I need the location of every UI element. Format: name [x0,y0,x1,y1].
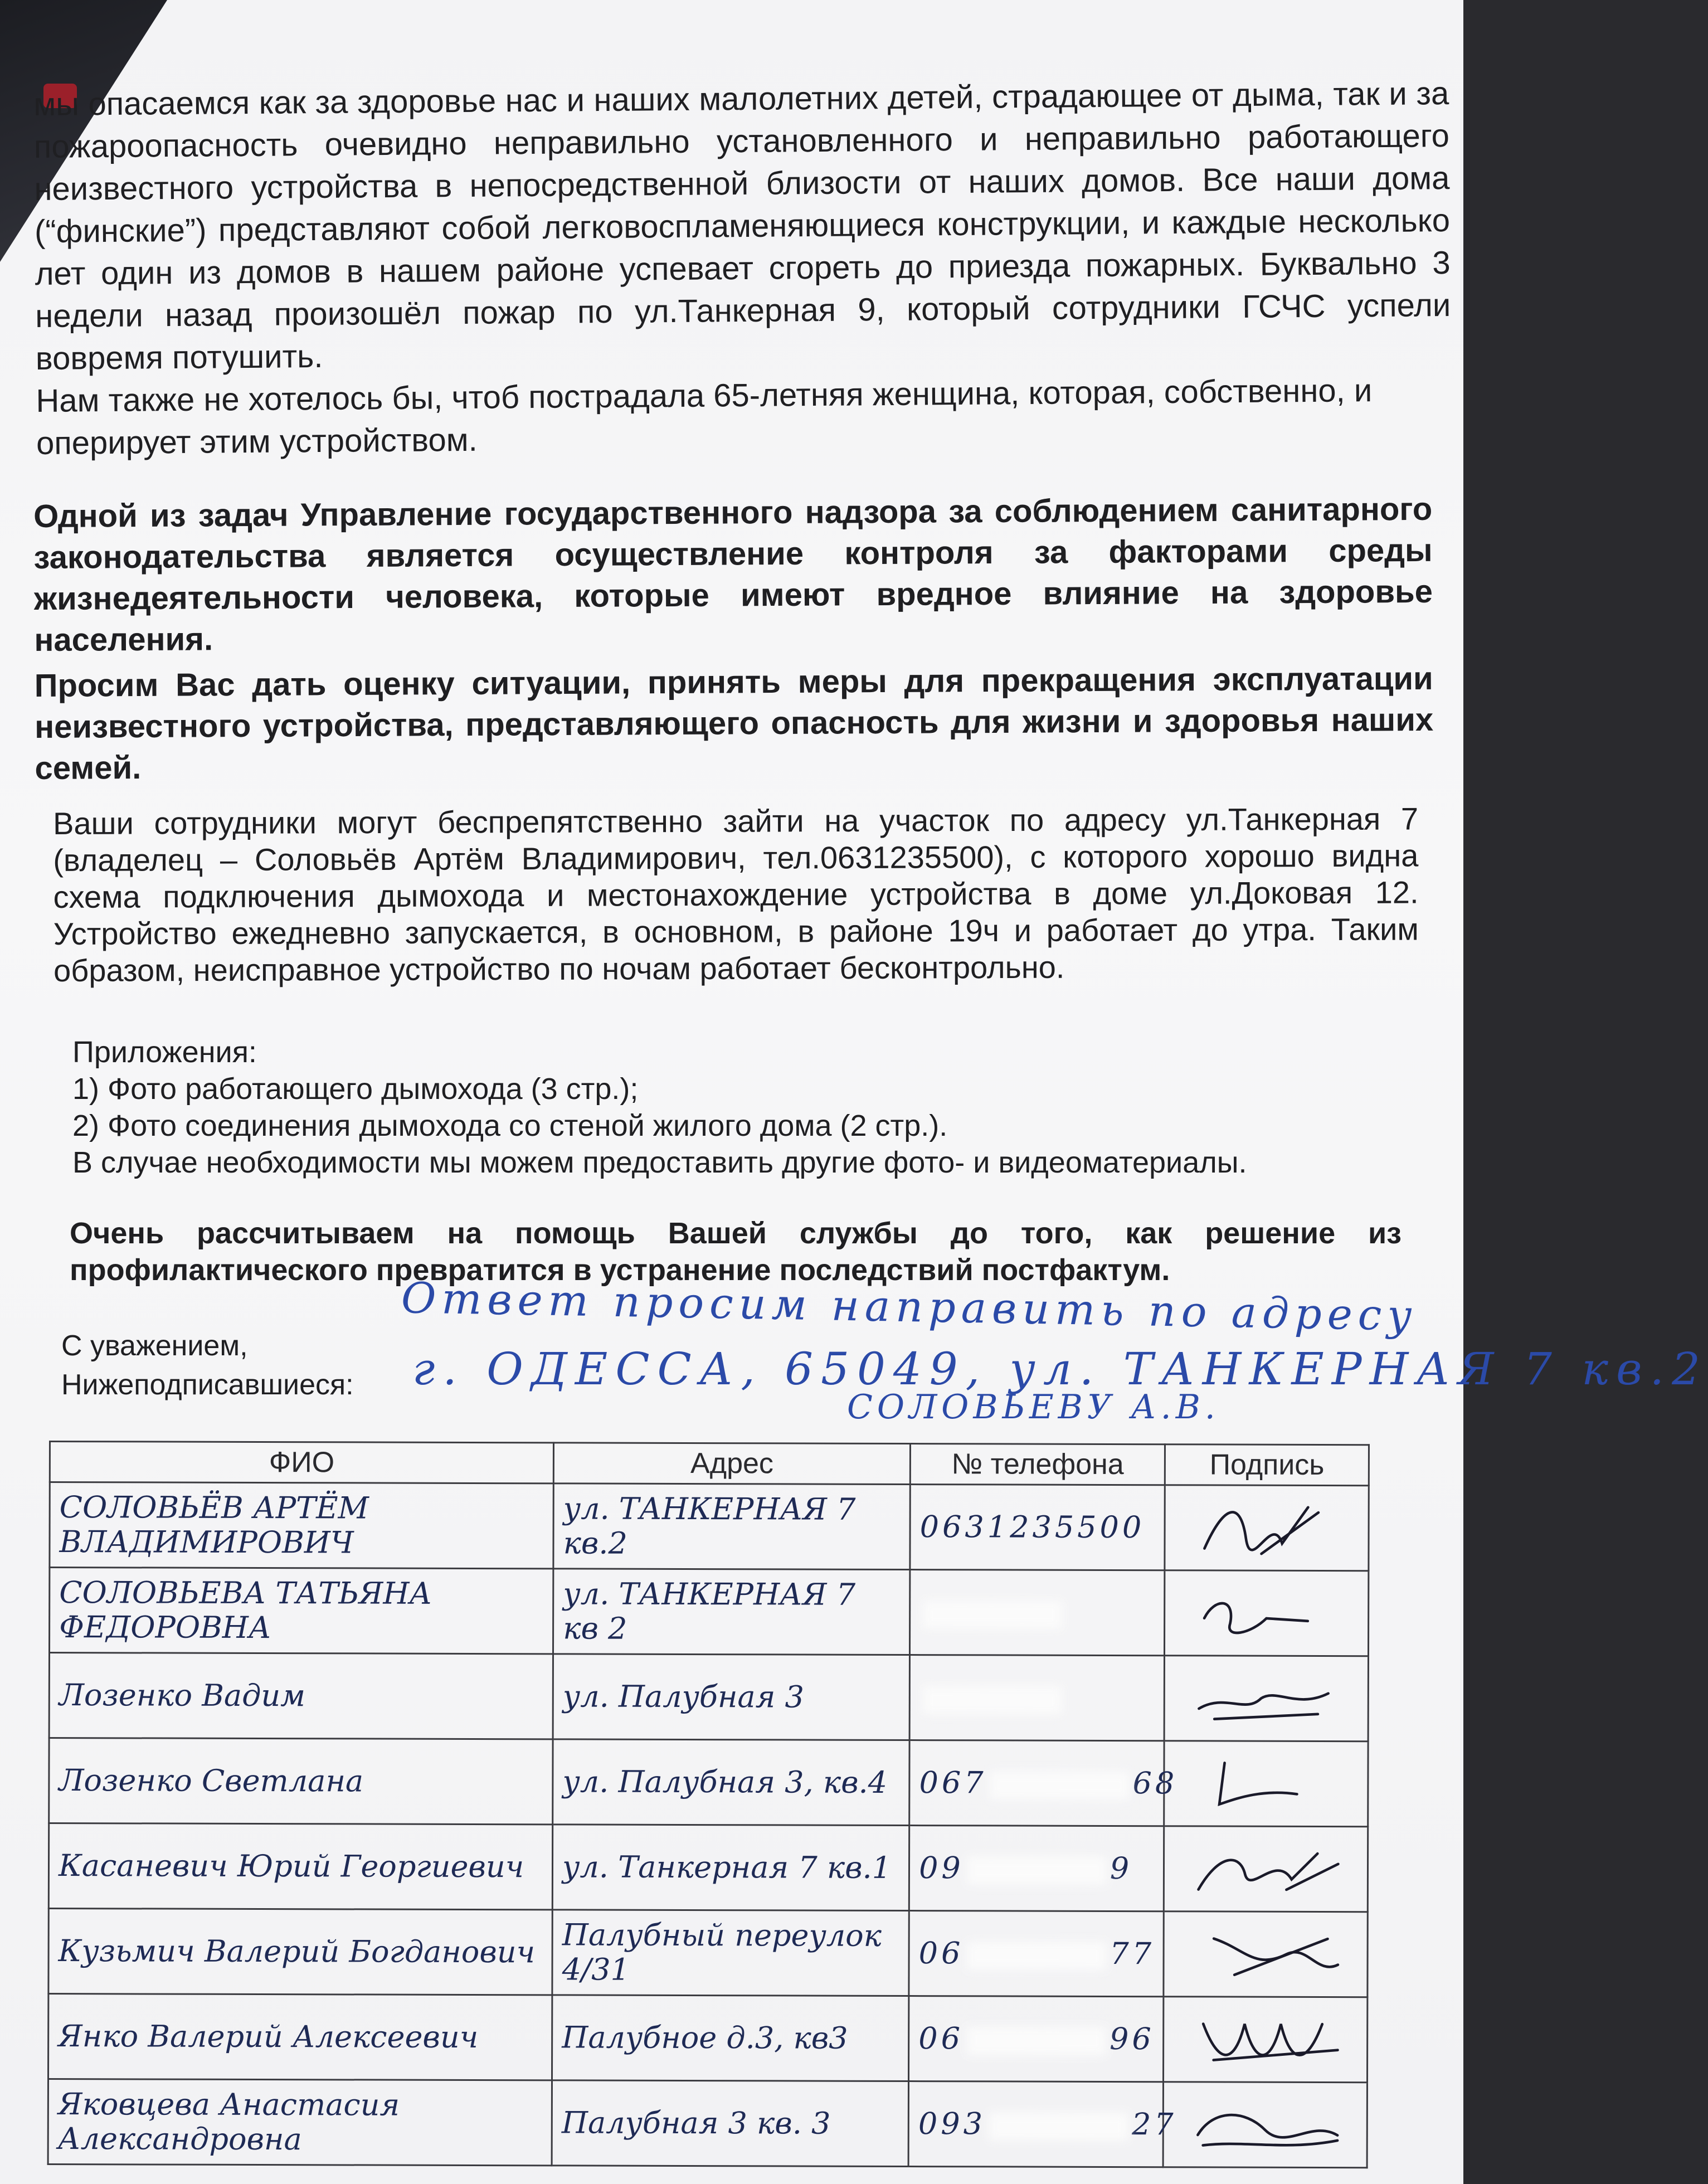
cell-phone [909,1911,1164,1997]
header-fio: ФИО [50,1442,553,1483]
cell-address: ул. ТАНКЕРНАЯ 7 кв 2 [553,1569,910,1655]
cell-phone [910,1485,1165,1570]
redacted-phone [923,1686,1062,1714]
table-row [49,1738,1368,1827]
cell-phone [909,1826,1164,1911]
paragraph-woman-text: Нам также не хотелось бы, чтоб пострадала 65-летняя женщина, которая, собственно, и оперирует этим устройством. [36,372,1373,461]
cell-signature [1165,1570,1369,1656]
phone-end: 27 [1131,2107,1177,2142]
attachment-item-2: 2) Фото соединения дымохода со стеной жилого дома (2 стр.). [72,1109,948,1142]
handwritten-note-line2: г. ОДЕССА, 65049, ул. ТАНКЕРНАЯ 7 кв.2 [412,1343,1708,1395]
paragraph-concerns [33,72,1452,465]
handwritten-signature [1174,1918,1358,1991]
phone-start: 06 [918,2021,964,2056]
phone-start: 0631235500 [919,1509,1145,1545]
paragraph-access [53,800,1419,989]
cell-fio: Касаневич Юрий Георгиевич [48,1823,553,1910]
cell-fio: Кузьмич Валерий Богданович [48,1909,553,1995]
handwritten-signature [1174,1662,1359,1735]
cell-address: Палубный переулок 4/31 [552,1910,909,1996]
cell-signature [1164,1997,1368,2083]
attachment-item-1: 1) Фото работающего дымохода (3 стр.); [72,1072,639,1106]
cell-phone [910,1570,1165,1656]
handwritten-signature [1175,1491,1359,1564]
paragraph-access-text: Ваши сотрудники могут беспрепятственно зайти на участок по адресу ул.Танкерная 7 (владелец – Соловьёв Артём Владимирович, тел.0631235500), с которого хорошо видна схема подключения дымохода и местонахождение устройства в доме ул.Доковая 12. Устройство ежедневно запускается, в основном, в районе 19ч и работает до утра. Таким образом, неисправное устройство по ночам работает бесконтрольно. [53,801,1419,988]
redacted-phone [989,2112,1128,2141]
attachments-list [72,1034,1354,1181]
signatures-table [47,1441,1370,2168]
header-signature: Подпись [1165,1444,1369,1486]
cell-signature [1165,1485,1369,1571]
table-row [48,1823,1368,1912]
cell-phone [909,1655,1165,1741]
attachments-note: В случае необходимости мы можем предоставить другие фото- и видеоматериалы. [72,1146,1247,1179]
handwritten-signature [1174,1577,1359,1650]
cell-fio: Лозенко Вадим [49,1653,553,1739]
redacted-phone [967,2027,1106,2055]
phone-end: 77 [1110,1935,1155,1972]
redacted-phone [967,1856,1107,1885]
table-row [48,1994,1368,2083]
table-row [48,2079,1367,2168]
paragraph-authority-text: Одной из задач Управление государственного надзора за соблюдением санитарного законодательства является осуществление контроля за факторами среды жизнедеятельности человека, которые имеют вредное влияние на здоровье населения. [33,490,1433,658]
phone-end: 9 [1110,1850,1133,1886]
paragraph-concerns-text: мы опасаемся как за здоровье нас и наших малолетних детей, страдающее от дыма, так и за пожароопасность очевидно неправильно установленного и неправильно работающего неизвестного устройства в непосредственной близости от наших домов. Все наши дома (“финские”) представляют собой легковоспламеняющиеся конструкции, и каждые несколько лет один из домов в нашем районе успевает сгореть до приезда пожарных. Буквально 3 недели назад произошёл пожар по ул.Танкерная 9, который сотрудники ГСЧС успели вовремя потушить. [33,75,1451,377]
closing-signatories: Нижеподписавшиеся: [61,1369,354,1401]
cell-address: Палубная 3 кв. 3 [552,2080,908,2167]
cell-signature [1163,2082,1367,2168]
cell-address: Палубное д.3, кв3 [552,1995,909,2081]
phone-start: 093 [918,2106,986,2142]
phone-end: 68 [1132,1765,1178,1801]
header-address: Адрес [553,1443,910,1485]
cell-fio: Лозенко Светлана [49,1738,553,1825]
table-row [50,1482,1369,1571]
cell-address: ул. Палубная 3, кв.4 [553,1739,909,1826]
handwritten-signature [1173,2088,1357,2161]
paragraph-authority [33,489,1434,789]
attachments-title: Приложения: [72,1035,257,1069]
cell-fio: Янко Валерий Алексеевич [48,1994,553,2080]
redacted-phone [990,1771,1130,1799]
closing-block [61,1326,424,1404]
phone-start: 067 [919,1765,987,1801]
cell-signature [1164,1741,1368,1827]
cell-signature [1164,1826,1368,1912]
table-header-row [50,1442,1369,1486]
paragraph-request-text: Просим Вас дать оценку ситуации, принять меры для прекращения эксплуатации неизвестного устройства, представляющего опасность для жизни и здоровья наших семей. [34,660,1434,786]
handwritten-signature [1174,1747,1358,1820]
cell-phone [909,1996,1164,2082]
header-phone: № телефона [910,1444,1165,1485]
cell-fio: СОЛОВЬЁВ АРТЁМ ВЛАДИМИРОВИЧ [50,1482,554,1569]
redacted-phone [967,1942,1106,1970]
phone-start: 09 [919,1850,964,1886]
cell-signature [1164,1656,1368,1742]
paragraph-hope [70,1215,1402,1288]
phone-start: 06 [918,1935,964,1971]
cell-fio: СОЛОВЬЕВА ТАТЬЯНА ФЕДОРОВНА [50,1568,554,1654]
signatures-table-body [48,1482,1369,2168]
paragraph-hope-text: Очень рассчитываем на помощь Вашей службы до того, как решение из профилактического превратится в устранение последствий постфактум. [70,1217,1402,1287]
handwritten-note-line1: Ответ просим направить по адресу [401,1273,1418,1340]
closing-regards: С уважением, [61,1330,248,1362]
handwritten-signature [1174,1832,1358,1905]
table-row [49,1653,1368,1742]
table-row [48,1909,1368,1997]
cell-phone [909,1740,1178,1826]
cell-fio: Яковцева Анастасия Александровна [48,2079,552,2166]
handwritten-note-line3: СОЛОВЬЕВУ А.В. [847,1388,1220,1427]
phone-end: 96 [1109,2021,1155,2057]
handwritten-signature [1173,2003,1357,2076]
cell-signature [1164,1911,1368,1997]
cell-address: ул. Палубная 3 [553,1654,909,1740]
redacted-phone [923,1601,1062,1629]
table-row [50,1568,1369,1656]
cell-address: ул. Танкерная 7 кв.1 [552,1825,909,1911]
cell-phone [908,2081,1177,2167]
cell-address: ул. ТАНКЕРНАЯ 7 кв.2 [553,1483,910,1570]
